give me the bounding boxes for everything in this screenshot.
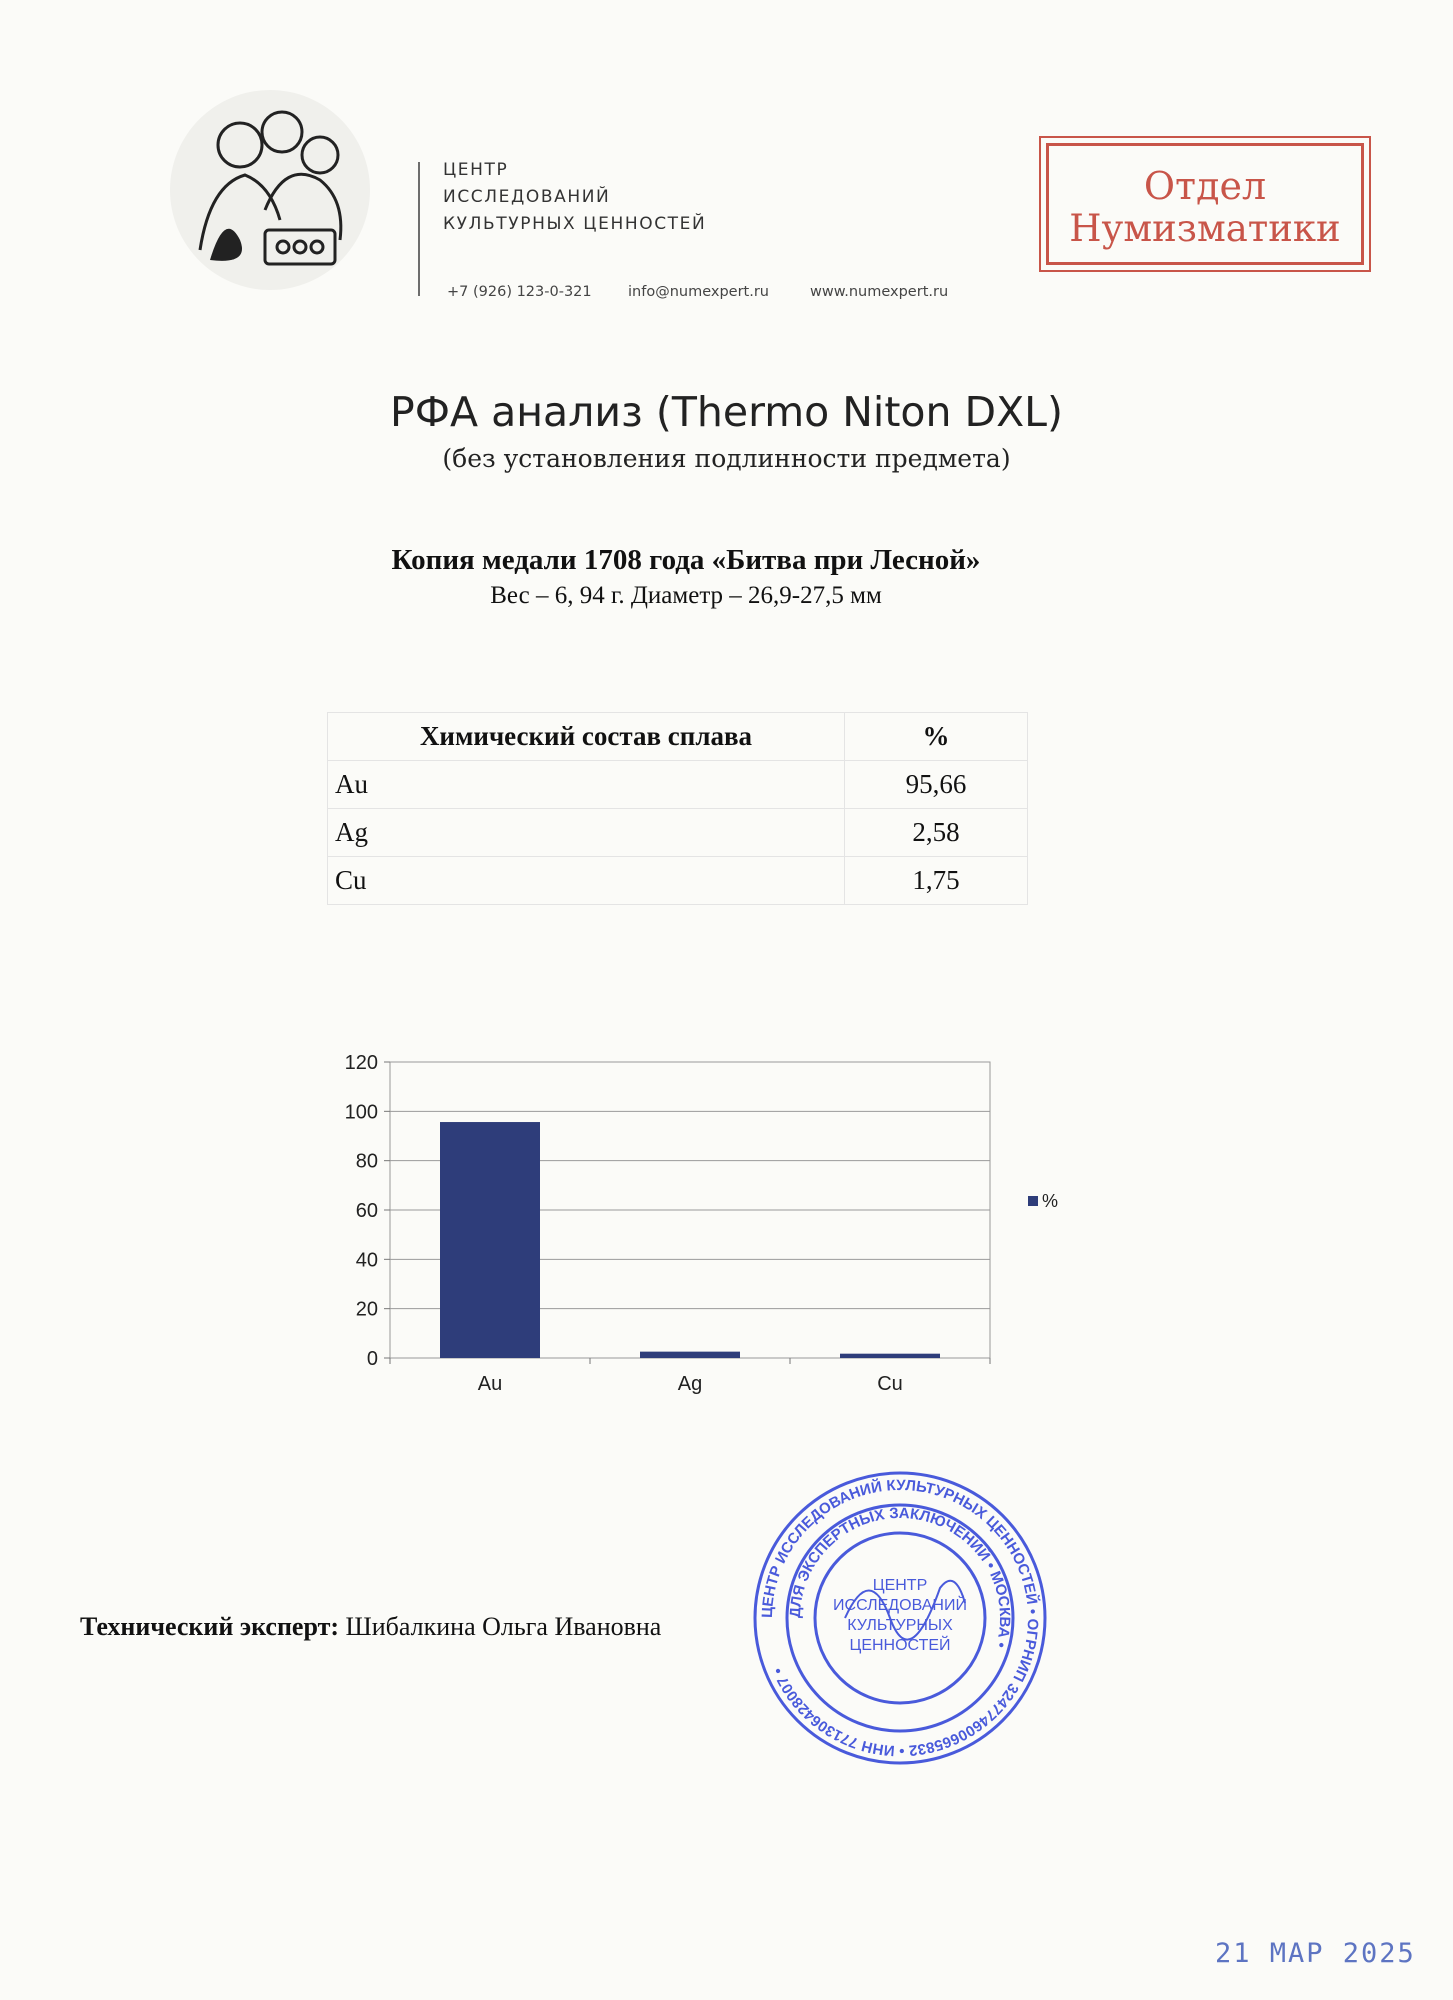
legend-label: %: [1042, 1191, 1059, 1211]
contact-website: www.numexpert.ru: [810, 284, 949, 300]
seal-center-line-4: ЦЕННОСТЕЙ: [849, 1637, 951, 1654]
x-tick-label: Ag: [677, 1373, 703, 1395]
document-title: РФА анализ (Thermo Niton DXL): [389, 388, 1064, 436]
seal-inner-text: ДЛЯ ЭКСПЕРТНЫХ ЗАКЛЮЧЕНИЙ • МОСКВА •: [786, 1504, 1014, 1650]
y-tick-label: 60: [355, 1200, 378, 1222]
bar-au: [440, 1122, 540, 1358]
y-tick-label: 20: [355, 1298, 378, 1321]
percent-cell: 1,75: [845, 857, 1028, 905]
table-header-row: [328, 713, 1028, 761]
date-stamp: 21 МАР 2025: [1215, 1938, 1416, 1969]
y-tick-label: 0: [366, 1348, 378, 1370]
percent-cell: 2,58: [845, 809, 1028, 857]
x-tick-label: Cu: [877, 1373, 903, 1395]
element-cell: Au: [328, 761, 845, 809]
table-row: [328, 761, 1028, 809]
column-header-composition: Химический состав сплава: [328, 713, 845, 761]
percent-cell: 95,66: [845, 761, 1028, 809]
table-row: [328, 809, 1028, 857]
contact-phone: +7 (926) 123-0-321: [447, 284, 592, 300]
expert-label: Технический эксперт:: [80, 1612, 340, 1641]
element-cell: Cu: [328, 857, 845, 905]
composition-bar-chart: [320, 1040, 1100, 1420]
expert-line: [80, 1612, 661, 1642]
header-divider: [418, 162, 420, 296]
bar-cu: [840, 1354, 940, 1358]
organization-seal: [750, 1468, 1050, 1768]
stamp-line-1: Отдел: [1143, 164, 1267, 208]
org-name-line-2: ИССЛЕДОВАНИЙ: [443, 187, 611, 207]
organization-logo: [170, 90, 370, 290]
medal-title: Копия медали 1708 года «Битва при Лесной»: [391, 544, 981, 576]
table-row: [328, 857, 1028, 905]
org-name-line-3: КУЛЬТУРНЫХ ЦЕННОСТЕЙ: [443, 214, 707, 234]
seal-center-line-2: ИССЛЕДОВАНИЙ: [833, 1597, 967, 1614]
y-tick-label: 120: [344, 1052, 378, 1074]
bar-ag: [640, 1352, 740, 1358]
medal-specs: Вес – 6, 94 г. Диаметр – 26,9-27,5 мм: [490, 582, 882, 609]
department-stamp: [1046, 143, 1364, 265]
org-name-line-1: ЦЕНТР: [443, 160, 509, 180]
y-tick-label: 100: [344, 1101, 378, 1124]
x-tick-label: Au: [477, 1373, 503, 1395]
composition-table: [327, 712, 1028, 905]
legend-swatch: [1028, 1196, 1038, 1206]
seal-outer-text: ЦЕНТР ИССЛЕДОВАНИЙ КУЛЬТУРНЫХ ЦЕННОСТЕЙ • ОГРНИП 324774600665832 • ИНН 771306428007 •: [758, 1476, 1042, 1760]
stamp-line-2: Нумизматики: [1069, 207, 1341, 250]
contact-email: info@numexpert.ru: [628, 284, 769, 300]
element-cell: Ag: [328, 809, 845, 857]
column-header-percent: %: [845, 713, 1028, 761]
seal-center-line-1: ЦЕНТР: [872, 1577, 928, 1594]
seal-center-line-3: КУЛЬТУРНЫХ: [847, 1617, 953, 1634]
expert-name: Шибалкина Ольга Ивановна: [345, 1612, 662, 1641]
y-tick-label: 40: [355, 1249, 378, 1272]
y-tick-label: 80: [355, 1150, 378, 1173]
document-subtitle: (без установления подлинности предмета): [442, 444, 1011, 473]
